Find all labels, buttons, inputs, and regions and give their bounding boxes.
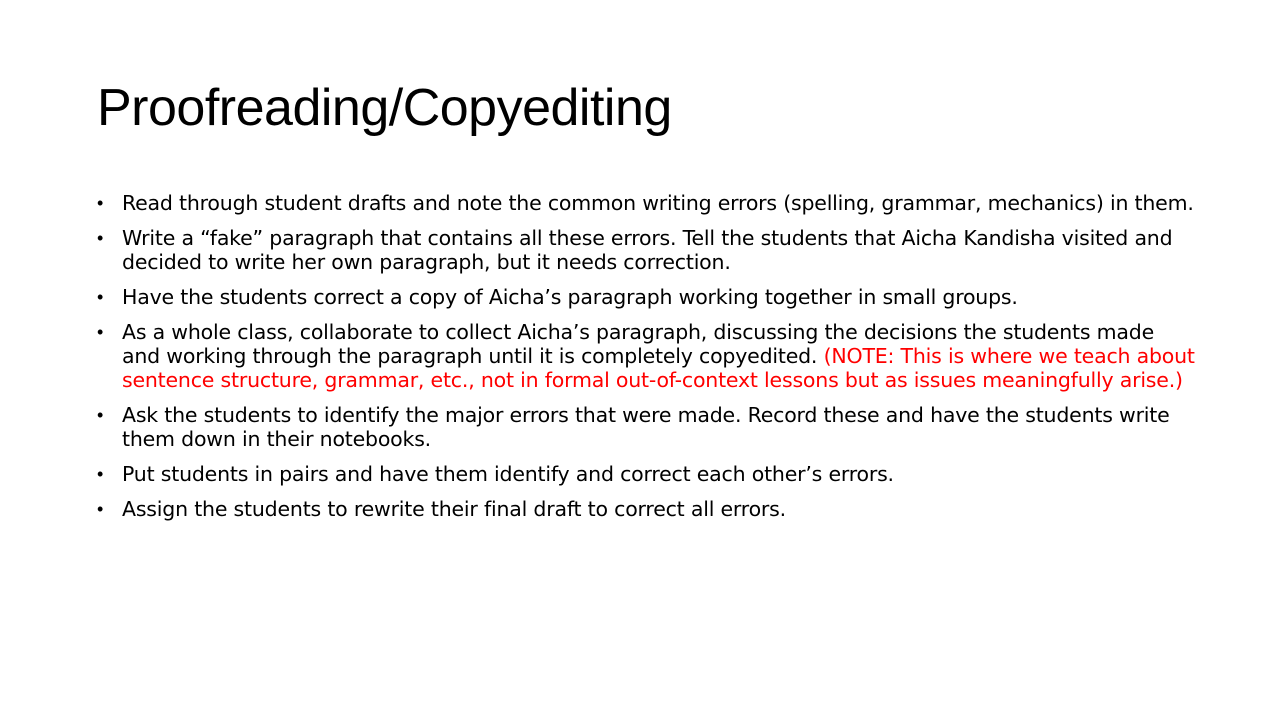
- bullet-note: (NOTE: This is where we teach about sentence structure, grammar, etc., not in formal out-of-context lessons but as issues meaningfully arise.): [122, 344, 1195, 392]
- bullet-text: Read through student drafts and note the common writing errors (spelling, grammar, mechanics) in them.: [122, 191, 1194, 215]
- bullet-item: [97, 403, 1197, 451]
- bullet-list: [97, 191, 1197, 532]
- bullet-item: [97, 497, 1197, 521]
- bullet-text: Write a “fake” paragraph that contains all these errors. Tell the students that Aicha Kandisha visited and decided to write her own paragraph, but it needs correction.: [122, 226, 1173, 274]
- bullet-dot-icon: •: [97, 193, 104, 213]
- bullet-dot-icon: •: [97, 228, 104, 248]
- bullet-dot-icon: •: [97, 322, 104, 342]
- slide-title: Proofreading/Copyediting: [97, 79, 672, 137]
- bullet-item: [97, 462, 1197, 486]
- bullet-text: Have the students correct a copy of Aicha’s paragraph working together in small groups.: [122, 285, 1018, 309]
- bullet-item: [97, 226, 1197, 274]
- bullet-item: [97, 320, 1197, 392]
- bullet-text: Ask the students to identify the major errors that were made. Record these and have the students write them down in their notebooks.: [122, 403, 1170, 451]
- bullet-dot-icon: •: [97, 287, 104, 307]
- bullet-dot-icon: •: [97, 464, 104, 484]
- bullet-text: As a whole class, collaborate to collect Aicha’s paragraph, discussing the decisions the students made and working through the paragraph until it is completely copyedited.: [122, 320, 1154, 368]
- bullet-text: Assign the students to rewrite their final draft to correct all errors.: [122, 497, 786, 521]
- bullet-text: Put students in pairs and have them identify and correct each other’s errors.: [122, 462, 894, 486]
- bullet-item: [97, 191, 1197, 215]
- bullet-dot-icon: •: [97, 499, 104, 519]
- bullet-dot-icon: •: [97, 405, 104, 425]
- bullet-item: [97, 285, 1197, 309]
